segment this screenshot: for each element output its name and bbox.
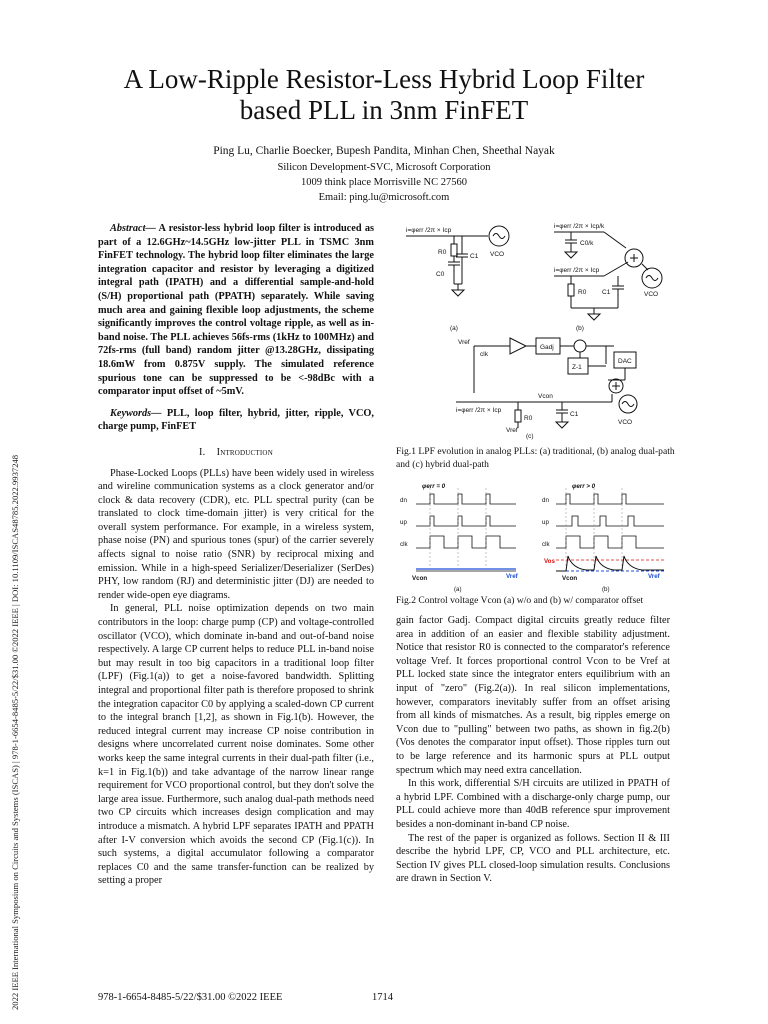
fig2b-dn-label: dn	[542, 497, 549, 504]
fig1b-c1-label: C1	[602, 289, 611, 296]
fig1c-current-label: i=φerr /2π × Icp	[456, 407, 502, 414]
section-title: Introduction	[216, 446, 273, 458]
fig1b-current-label-1: i=φerr /2π × Icp/k	[554, 223, 605, 230]
figure-1	[396, 218, 674, 440]
right-column	[396, 614, 670, 886]
keywords	[98, 407, 374, 434]
fig2a-clk-label: clk	[400, 541, 408, 548]
fig2b-vos-label: Vos	[544, 558, 555, 565]
abstract-label: Abstract—	[110, 223, 156, 234]
section-number: I.	[199, 446, 206, 458]
keywords-label: Keywords—	[110, 407, 162, 419]
fig1-sub-c: (c)	[526, 433, 534, 440]
fig1a-c1-label: C1	[470, 253, 479, 260]
fig1b-c0k-label: C0/k	[580, 240, 594, 247]
section-heading	[98, 446, 374, 460]
figure-2	[396, 478, 674, 594]
title-line-2: based PLL in 3nm FinFET	[239, 95, 529, 125]
authors: Ping Lu, Charlie Boecker, Bupesh Pandita, Minhan Chen, Sheethal Nayak	[213, 145, 555, 157]
right-paragraph-2: In this work, differential S/H circuits are utilized in PPATH of a hybrid LPF. Combined with a discharge-only charge pump, our PLL could achieve more than 40dB reference spur improvement besides a non-dominant in-band CP noise.	[396, 778, 670, 830]
fig1a-c0-label: C0	[436, 271, 445, 278]
fig1b-r0-label: R0	[578, 289, 587, 296]
left-column	[98, 222, 374, 888]
fig1b-current-label-2: i=φerr /2π × Icp	[554, 267, 600, 274]
abstract-text: A resistor-less hybrid loop filter is introduced as part of a 12.6GHz~14.5GHz low-jitter PLL in TSMC 3nm FinFET technology. The hybrid loop filter eliminates the large integration capacitor and resistor by leveraging a digitized integral path (IPATH) and a differential sample-and-hold (S/H) proportional path (PPATH) separately. While saving much area and gaining flexible loop adjustments, the scheme significantly improves the control voltage ripple, as well as in-band noise. The PLL achieves 56fs-rms (1kHz to 100MHz) and 72fs-rms (full band) random jitter @13.28GHz, dissipating 18.6mW from 0.875V supply. The simulated reference spurious tone can be suppressed to be <-98dBc with a comparator input offset of ~5mV.	[98, 223, 374, 398]
affiliation-email: Email: ping.lu@microsoft.com	[318, 192, 450, 203]
fig2a-vref-label: Vref	[506, 573, 518, 580]
fig1a-current-label: i=φerr /2π × Icp	[406, 227, 452, 234]
figure-2-diagram	[396, 478, 674, 594]
fig1c-dac-label: DAC	[618, 358, 632, 365]
affiliation-address: 1009 think place Morrisville NC 27560	[301, 177, 467, 188]
figure-1-caption: Fig.1 LPF evolution in analog PLLs: (a) traditional, (b) analog dual-path and (c) hybrid dual-path	[396, 446, 675, 470]
fig1c-vco-label: VCO	[618, 419, 633, 426]
footer-isbn: 978-1-6654-8485-5/22/$31.00 ©2022 IEEE	[98, 992, 283, 1003]
affiliation	[60, 160, 708, 205]
fig2a-phi-label: φerr = 0	[422, 483, 446, 490]
figure-1-diagram	[396, 218, 674, 440]
fig2b-vref-label: Vref	[648, 573, 660, 580]
page-title	[60, 64, 708, 126]
fig1c-clk-label: clk	[480, 351, 488, 358]
fig1c-vref-bottom-label: Vref	[506, 427, 518, 434]
fig1a-vco-label: VCO	[490, 251, 505, 258]
fig2a-up-label: up	[400, 519, 407, 526]
keywords-text: PLL, loop filter, hybrid, jitter, ripple, VCO, charge pump, FinFET	[98, 407, 374, 433]
fig2a-vcon-label: Vcon	[412, 575, 428, 582]
abstract	[98, 222, 374, 399]
fig2b-phi-label: φerr > 0	[572, 483, 596, 490]
page-number: 1714	[372, 992, 393, 1003]
intro-paragraph-1: Phase-Locked Loops (PLLs) have been widely used in wireless and wireline communication systems as a clock generator and/or clock & data recovery (CDR), etc. PLL spectral purity (can be translated to clock time-domain jitter) is very critical for the overall system performance. For example, in a wireless system, phase noise (PN) and spurious tones (spur) of the carrier severely affects signal to noise ratio (SNR) by reciprocal mixing and emission. While in a high-speed Serializer/Deserializer (SerDes) PHY, low random (RJ) and deterministic jitter (DJ) are needed to render wide-open eye diagrams.	[98, 467, 374, 601]
intro-paragraph-2: In general, PLL noise optimization depends on two main contributors in the loop: charge pump (CP) and voltage-controlled oscillator (VCO), which dominate in-band and out-of-band noise respectively. A large CP current helps to reduce PLL in-band noise but may result in too big capacitors in a traditional loop filter (LPF) (Fig.1(a)) to get a noise-favored bandwidth. Splitting integral and proportional filter path is therefore proposed to shrink the integration capacitor C0 by applying a scaled-down CP current to the integral branch [1,2], as shown in Fig.1(b). However, the reduced integral current may increase CP noise contribution in designs where uncorrelated current noise dominates. Some other works keep the same integral currents in their dual-path filter (i.e., k=1 in Fig.1(b)) and take advantage of the narrow linear range requirement for VCO proportional control, but they don't solve the large area issue. Furthermore, such analog dual-path methods need two CP circuits which increases design complication and may introduce a mismatch. A hybrid LPF separates IPATH and PPATH after I-V conversion which avoids the second CP (Fig.1(c)). In such systems, a digital accumulator following a comparator replaces C0 and the same transfer-function can be realized by setting a proper	[98, 603, 374, 887]
fig1-sub-a: (a)	[450, 325, 458, 332]
fig1c-c1-label: C1	[570, 411, 579, 418]
fig1c-zinv-label: Z-1	[572, 364, 582, 371]
fig1c-vref-label: Vref	[458, 339, 470, 346]
fig1b-vco-label: VCO	[644, 291, 659, 298]
fig2b-up-label: up	[542, 519, 549, 526]
right-paragraph-3: The rest of the paper is organized as follows. Section II & III describe the hybrid LPF, CP, VCO and PLL architecture, etc. Section IV gives PLL closed-loop simulation results. Conclusions are drawn in Section V.	[396, 832, 670, 885]
fig1c-r0-label: R0	[524, 415, 533, 422]
fig2-sub-a: (a)	[454, 586, 462, 593]
fig1a-r0-label: R0	[438, 249, 447, 256]
fig1-sub-b: (b)	[576, 325, 584, 332]
fig2-sub-b: (b)	[602, 586, 610, 593]
fig2b-vcon-label: Vcon	[562, 575, 578, 582]
fig2a-dn-label: dn	[400, 497, 407, 504]
title-line-1: A Low-Ripple Resistor-Less Hybrid Loop Filter	[123, 64, 645, 94]
affiliation-org: Silicon Development-SVC, Microsoft Corporation	[277, 162, 491, 173]
figure-2-caption: Fig.2 Control voltage Vcon (a) w/o and (b) w/ comparator offset	[396, 595, 644, 606]
fig2b-clk-label: clk	[542, 541, 550, 548]
right-paragraph-1: gain factor Gadj. Compact digital circuits greatly reduce filter area in addition of an easier and flexible stability adjustment. Notice that resistor R0 is connected to the comparator's reference voltage Vref. It forces proportional control Vcon to be Vref at PLL locked state since the integrator enters equilibrium with an input of "zero" (Fig.2(a)). In real silicon implementations, however, comparators inevitably suffer from an offset arising from all kinds of mismatches. As a result, big ripples emerge on Vcon due to "pulling" between two paths, as shown in fig.2(b) (Vos denotes the comparator input offset). Those ripples turn out to be large reference and its harmonic spurs at PLL output spectrum which may need extra cancellation.	[396, 615, 670, 776]
side-note: 2022 IEEE International Symposium on Circuits and Systems (ISCAS) | 978-1-6654-8485-5/22/$31.00 ©2022 IEEE | DOI: 10.1109/ISCAS48785.2022.9937248	[10, 454, 20, 1010]
fig1c-vcon-label: Vcon	[538, 393, 553, 400]
fig1c-gadj-label: Gadj	[540, 344, 554, 351]
